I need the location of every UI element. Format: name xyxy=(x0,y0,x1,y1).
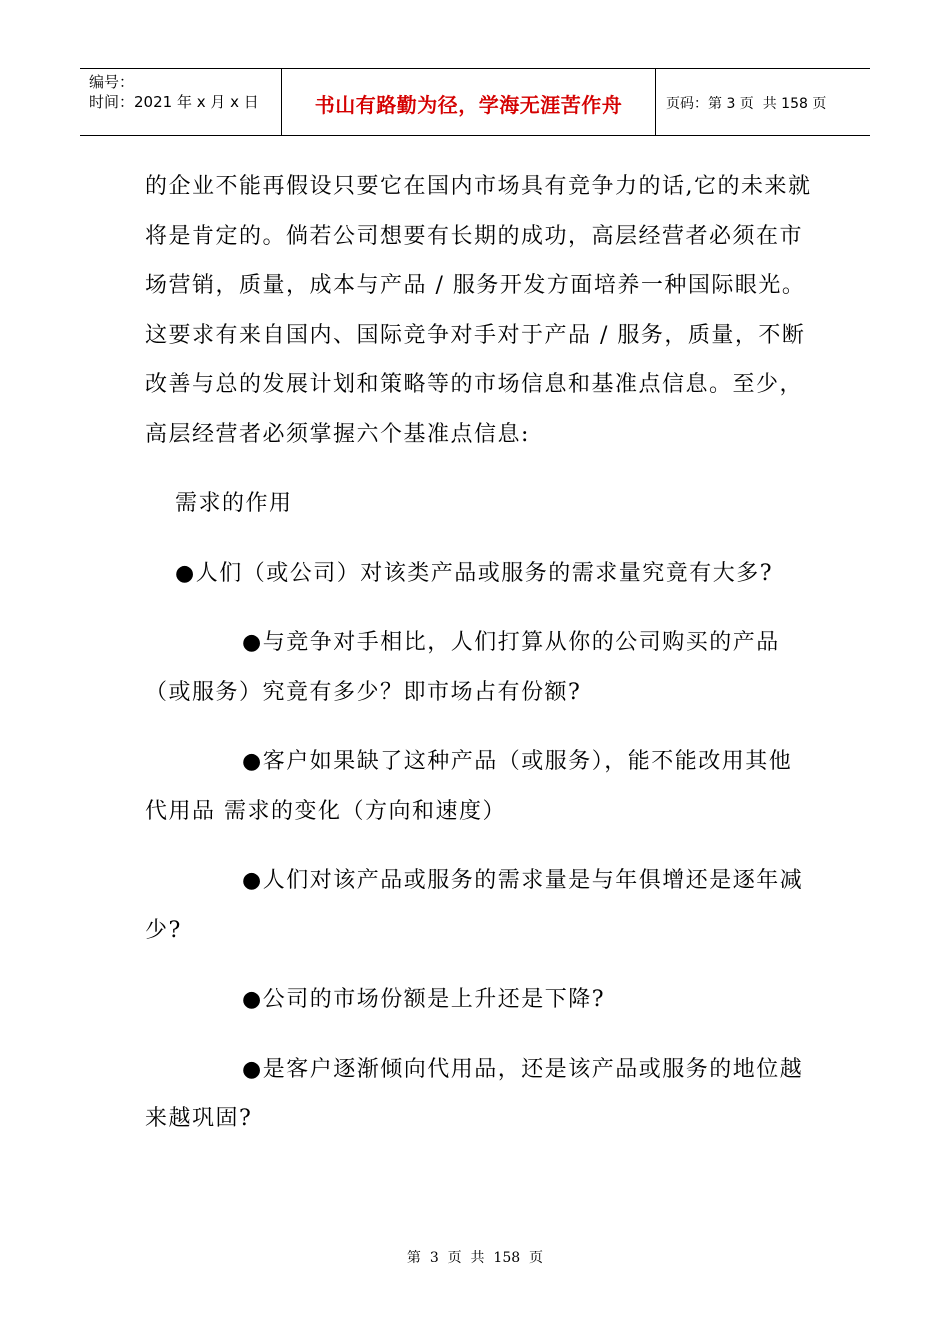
header-motto: 书山有路勤为径，学海无涯苦作舟 xyxy=(314,92,623,117)
bullet-item: ●人们对该产品或服务的需求量是与年俱增还是逐年减少? xyxy=(145,868,804,943)
intro-paragraph: 的企业不能再假设只要它在国内市场具有竞争力的话,它的未来就将是肯定的。倘若公司想要有长期的成功，高层经营者必须在市场营销，质量，成本与产品 / 服务开发方面培养一种国际眼光。这要求有来自国内、国际竞争对手对于产品 / 服务，质量，不断改善与总的发展计划和策略等的市场信息和基准点信息。至少，高层经营者必须掌握六个基准点信息: xyxy=(145,174,812,447)
bullet-item: ●客户如果缺了这种产品（或服务），能不能改用其他代用品 需求的变化（方向和速度） xyxy=(145,749,793,824)
header-right-cell xyxy=(656,69,870,135)
date-label: 时间：2021 年 x 月 x 日 xyxy=(89,93,259,111)
bullet-item: ●是客户逐渐倾向代用品，还是该产品或服务的地位越来越巩固? xyxy=(145,1056,804,1131)
section-title: 需求的作用 xyxy=(175,491,293,516)
page-footer: 第 3 页 共 158 页 xyxy=(406,1250,544,1266)
bullet-item: ●公司的市场份额是上升还是下降? xyxy=(242,987,605,1012)
header-middle-cell xyxy=(282,69,656,135)
header-left-cell xyxy=(80,69,282,135)
document-body xyxy=(145,162,813,1144)
bullet-item: ●人们（或公司）对该类产品或服务的需求量究竟有大多? xyxy=(175,560,773,586)
header-page-info: 页码：第 3 页 共 158 页 xyxy=(666,96,827,112)
document-header xyxy=(80,68,870,136)
number-label: 编号： xyxy=(89,73,135,91)
bullet-item: ●与竞争对手相比，人们打算从你的公司购买的产品（或服务）究竟有多少？即市场占有份额? xyxy=(145,630,780,705)
